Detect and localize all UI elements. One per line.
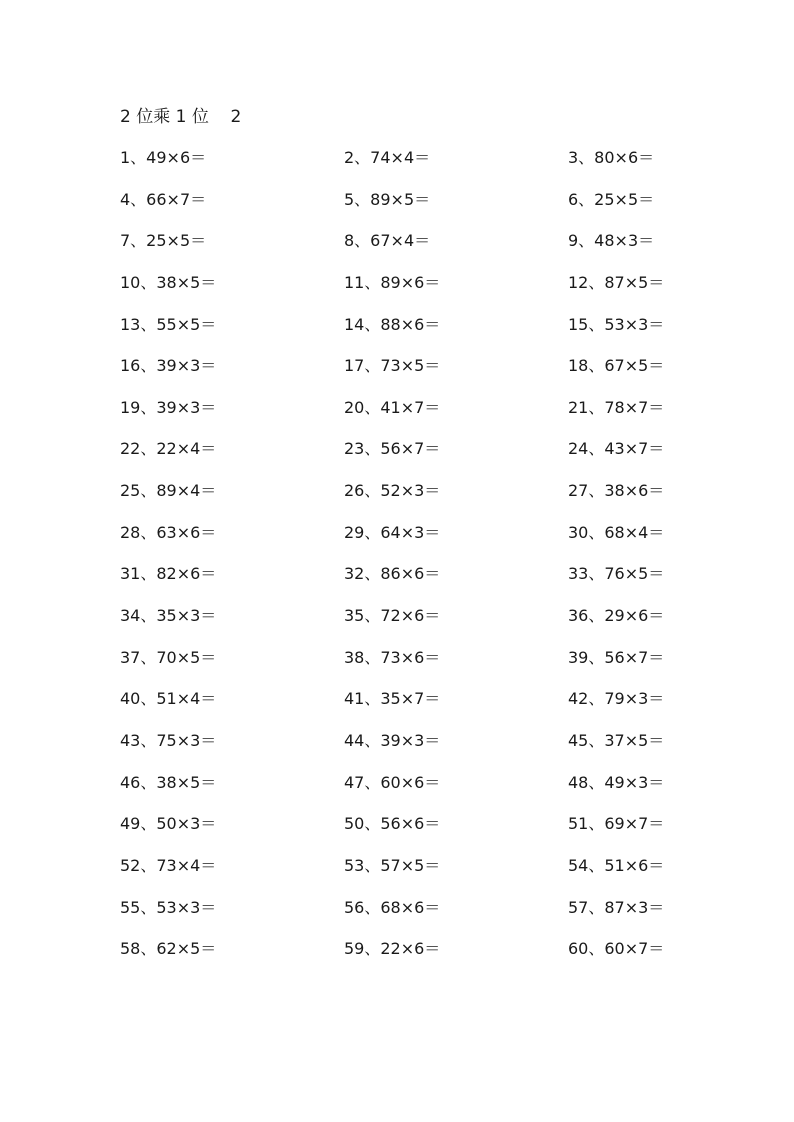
problem: 23、56×7＝ bbox=[344, 439, 441, 459]
problem: 37、70×5＝ bbox=[120, 647, 217, 667]
problem: 43、75×3＝ bbox=[120, 730, 217, 750]
problem: 30、68×4＝ bbox=[568, 522, 665, 542]
problem: 2、74×4＝ bbox=[344, 148, 431, 167]
problem: 27、38×6＝ bbox=[568, 481, 665, 501]
problem: 35、72×6＝ bbox=[344, 606, 441, 626]
problem: 7、25×5＝ bbox=[120, 231, 207, 251]
problem: 19、39×3＝ bbox=[120, 397, 217, 417]
problem-row bbox=[120, 189, 720, 231]
problem: 22、22×4＝ bbox=[120, 439, 217, 459]
problem-row bbox=[120, 688, 720, 730]
page-title: 2 位乘 1 位 2 bbox=[120, 107, 242, 127]
problem-row bbox=[120, 647, 720, 689]
problem: 42、79×3＝ bbox=[568, 689, 665, 709]
problem: 20、41×7＝ bbox=[344, 397, 441, 417]
problem-grid bbox=[120, 147, 720, 980]
problem-row bbox=[120, 563, 720, 605]
problem-row bbox=[120, 730, 720, 772]
problem: 3、80×6＝ bbox=[568, 148, 655, 167]
problem: 10、38×5＝ bbox=[120, 272, 217, 292]
problem: 5、89×5＝ bbox=[344, 189, 431, 209]
problem-row bbox=[120, 397, 720, 439]
problem: 24、43×7＝ bbox=[568, 439, 665, 459]
problem: 50、56×6＝ bbox=[344, 814, 441, 834]
problem-row bbox=[120, 230, 720, 272]
problem: 44、39×3＝ bbox=[344, 730, 441, 750]
problem-row bbox=[120, 605, 720, 647]
problem-row bbox=[120, 480, 720, 522]
problem: 4、66×7＝ bbox=[120, 189, 207, 209]
problem: 15、53×3＝ bbox=[568, 314, 665, 334]
problem: 13、55×5＝ bbox=[120, 314, 217, 334]
problem: 26、52×3＝ bbox=[344, 481, 441, 501]
problem: 16、39×3＝ bbox=[120, 356, 217, 376]
problem: 14、88×6＝ bbox=[344, 314, 441, 334]
problem-row bbox=[120, 855, 720, 897]
problem: 41、35×7＝ bbox=[344, 689, 441, 709]
problem: 47、60×6＝ bbox=[344, 772, 441, 792]
problem: 29、64×3＝ bbox=[344, 522, 441, 542]
problem: 34、35×3＝ bbox=[120, 606, 217, 626]
problem: 39、56×7＝ bbox=[568, 647, 665, 667]
problem: 31、82×6＝ bbox=[120, 564, 217, 584]
problem: 52、73×4＝ bbox=[120, 855, 217, 875]
problem: 38、73×6＝ bbox=[344, 647, 441, 667]
problem: 49、50×3＝ bbox=[120, 814, 217, 834]
problem-row bbox=[120, 355, 720, 397]
problem-row bbox=[120, 147, 720, 189]
problem: 57、87×3＝ bbox=[568, 897, 665, 917]
problem: 17、73×5＝ bbox=[344, 356, 441, 376]
problem: 28、63×6＝ bbox=[120, 522, 217, 542]
problem: 54、51×6＝ bbox=[568, 855, 665, 875]
problem-row bbox=[120, 314, 720, 356]
problem: 18、67×5＝ bbox=[568, 356, 665, 376]
problem: 55、53×3＝ bbox=[120, 897, 217, 917]
problem-row bbox=[120, 522, 720, 564]
problem-row bbox=[120, 897, 720, 939]
problem: 45、37×5＝ bbox=[568, 730, 665, 750]
problem: 32、86×6＝ bbox=[344, 564, 441, 584]
problem: 48、49×3＝ bbox=[568, 772, 665, 792]
problem: 36、29×6＝ bbox=[568, 606, 665, 626]
problem: 46、38×5＝ bbox=[120, 772, 217, 792]
problem: 40、51×4＝ bbox=[120, 689, 217, 709]
problem: 60、60×7＝ bbox=[568, 939, 665, 959]
problem: 12、87×5＝ bbox=[568, 272, 665, 292]
problem: 9、48×3＝ bbox=[568, 231, 655, 251]
problem: 1、49×6＝ bbox=[120, 148, 207, 167]
problem: 56、68×6＝ bbox=[344, 897, 441, 917]
problem: 59、22×6＝ bbox=[344, 939, 441, 959]
problem-row bbox=[120, 813, 720, 855]
problem: 11、89×6＝ bbox=[344, 272, 441, 292]
problem: 51、69×7＝ bbox=[568, 814, 665, 834]
problem: 58、62×5＝ bbox=[120, 939, 217, 959]
problem: 6、25×5＝ bbox=[568, 189, 655, 209]
problem: 25、89×4＝ bbox=[120, 481, 217, 501]
problem-row bbox=[120, 272, 720, 314]
problem-row bbox=[120, 772, 720, 814]
problem: 33、76×5＝ bbox=[568, 564, 665, 584]
problem: 53、57×5＝ bbox=[344, 855, 441, 875]
problem: 21、78×7＝ bbox=[568, 397, 665, 417]
problem-row bbox=[120, 938, 720, 980]
problem: 8、67×4＝ bbox=[344, 231, 431, 251]
problem-row bbox=[120, 438, 720, 480]
